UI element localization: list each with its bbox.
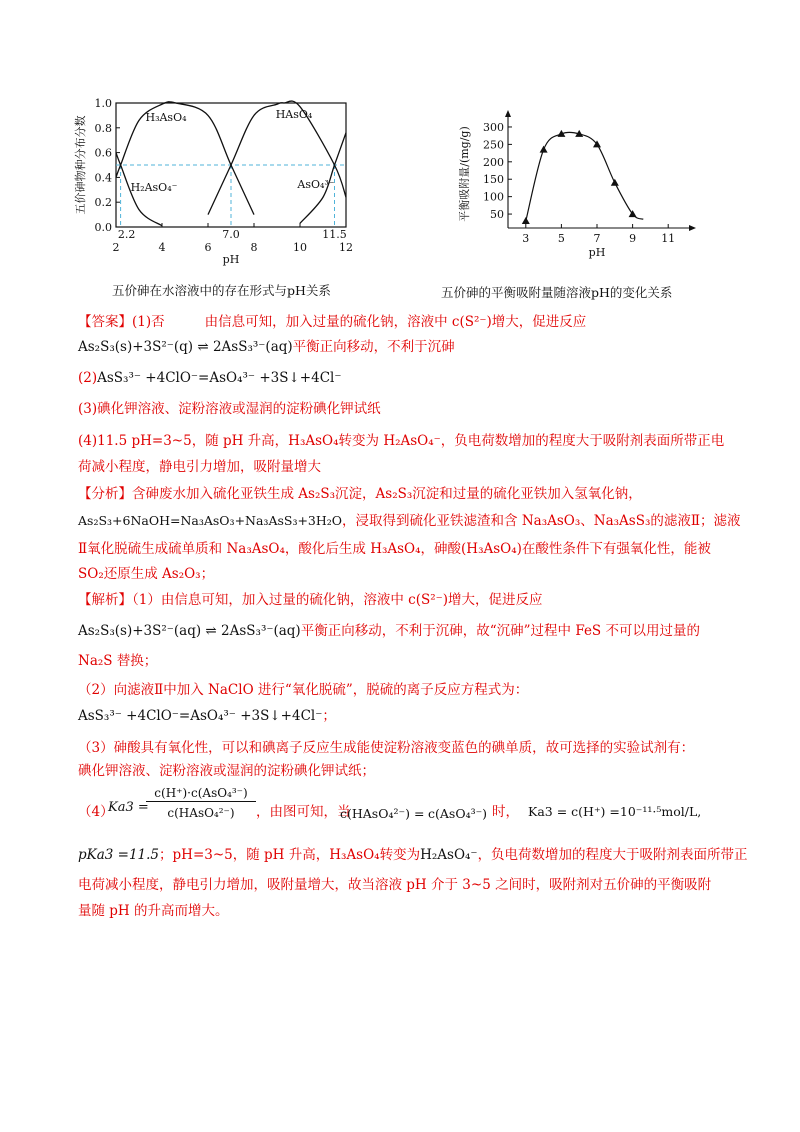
- solution-8-f: 时，: [492, 804, 519, 820]
- arsenic-species-chart: [66, 88, 366, 278]
- y-tick-label-4: 0.8: [94, 121, 112, 135]
- c2-x-tick-label-2: 7: [593, 232, 601, 245]
- answer-4-l2: 荷减小程度，静电引力增加，吸附量增大: [78, 459, 321, 475]
- solution-9-c: H₂AsO₄⁻: [420, 847, 478, 863]
- analysis-2: ，浸取得到硫化亚铁滤渣和含 Na₃AsO₃、Na₃AsS₃的滤液Ⅱ；滤液: [342, 513, 741, 529]
- x-tick-label-5: 12: [339, 241, 353, 254]
- chart2-ylabel: 平衡吸附量/(mg/g): [458, 126, 471, 222]
- solution-1: 【解析】（1）由信息可知，加入过量的硫化钠，溶液中 c(S²⁻)增大，促进反应: [78, 592, 543, 608]
- chart1-xlabel: pH: [222, 253, 240, 266]
- answer-eq1-line: [78, 338, 455, 356]
- analysis-1: 【分析】含砷废水加入硫化亚铁生成 As₂S₃沉淀，As₂S₃沉淀和过量的硫化亚铁加入氢氧化钠，: [78, 486, 642, 502]
- analysis-eq: As₂S₃+6NaOH=Na₃AsO₃+Na₃AsS₃+3H₂O: [78, 513, 343, 528]
- x-tick-label-2: 6: [204, 241, 212, 254]
- adsorption-chart: [448, 100, 698, 270]
- c2-y-tick-label-3: 200: [483, 155, 504, 169]
- chart2-xlabel: pH: [588, 246, 606, 259]
- c2-y-tick-label-0: 50: [490, 208, 504, 222]
- answer-2-line: [78, 369, 341, 387]
- ref-x-label-2: 11.5: [322, 228, 347, 241]
- solution-7: 碘化钾溶液、淀粉溶液或湿润的淀粉碘化钾试纸；: [78, 763, 375, 779]
- solution-3: Na₂S 替换；: [78, 653, 158, 669]
- analysis-2-line: [78, 512, 741, 530]
- solution-8-d: c(HAsO₄²⁻) =: [340, 806, 425, 821]
- solution-9-d: ，负电荷数增加的程度大于吸附剂表面所带正: [477, 847, 748, 863]
- c2-y-tick-label-4: 250: [483, 138, 504, 152]
- solution-6: （3）砷酸具有氧化性，可以和碘离子反应生成能使淀粉溶液变蓝色的碘单质，故可选择的实验试剂有：: [78, 740, 695, 756]
- solution-11: 量随 pH 的升高而增大。: [78, 903, 229, 919]
- solution-8-c: ，由图可知，当: [256, 804, 351, 820]
- c2-x-tick-label-0: 3: [522, 232, 530, 245]
- c2-y-tick-label-2: 150: [483, 173, 504, 187]
- data-point-1: [540, 146, 548, 153]
- x-tick-label-0: 2: [112, 241, 120, 254]
- answer-2-num: (2): [78, 370, 98, 386]
- ref-x-label-1: 7.0: [222, 228, 240, 241]
- answer-heading: 【答案】(1)否: [78, 314, 165, 330]
- chart1-ylabel: 五价砷物种分布分数: [74, 115, 87, 215]
- c2-y-tick-label-1: 100: [483, 190, 504, 204]
- solution-9-line: [78, 846, 748, 864]
- solution-8-num: （4）: [78, 804, 114, 820]
- x-tick-label-3: 8: [250, 241, 258, 254]
- ka3-symbol: Ka3 =: [108, 800, 149, 815]
- y-tick-label-1: 0.2: [94, 196, 112, 210]
- answer-eq1-tail: 平衡正向移动，不利于沉砷: [292, 339, 455, 355]
- solution-5-eq: AsS₃³⁻ +4ClO⁻=AsO₄³⁻ +3S↓+4Cl⁻: [78, 708, 323, 724]
- y-tick-label-5: 1.0: [94, 97, 112, 110]
- c2-x-tick-label-1: 5: [557, 232, 565, 245]
- c2-y-tick-label-5: 300: [483, 120, 504, 134]
- y-tick-label-0: 0.0: [94, 221, 112, 234]
- solution-4: （2）向滤液Ⅱ中加入 NaClO 进行“氧化脱硫”，脱硫的离子反应方程式为：: [78, 682, 529, 698]
- ref-x-label-0: 2.2: [117, 228, 136, 241]
- data-point-5: [611, 179, 619, 186]
- solution-eq-line: [78, 622, 700, 640]
- solution-9-b: ；pH=3~5，随 pH 升高，H₃AsO₄转变为: [159, 847, 421, 863]
- y-tick-label-2: 0.4: [94, 171, 112, 185]
- chart1-caption: 五价砷在水溶液中的存在形式与pH关系: [112, 283, 331, 298]
- solution-5-end: ；: [322, 708, 336, 724]
- solution-8-e: c(AsO₄³⁻): [428, 806, 488, 821]
- answer-2-eq: AsS₃³⁻ +4ClO⁻=AsO₄³⁻ +3S↓+4Cl⁻: [97, 370, 342, 386]
- solution-8-g: Ka3 = c(H⁺) =10⁻¹¹·⁵mol/L,: [528, 804, 702, 819]
- x-tick-label-4: 10: [293, 241, 307, 254]
- answer-1-text: 由信息可知，加入过量的硫化钠，溶液中 c(S²⁻)增大，促进反应: [204, 314, 587, 330]
- series-label-3: AsO₄³⁻: [297, 178, 335, 191]
- adsorption-curve: [526, 132, 643, 221]
- series-label-1: H₂AsO₄⁻: [130, 181, 178, 194]
- c2-x-tick-label-3: 9: [629, 232, 637, 245]
- answer-4-l1: (4)11.5 pH=3~5，随 pH 升高，H₃AsO₄转变为 H₂AsO₄⁻，负电荷数增加的程度大于吸附剂表面所带正电: [78, 433, 725, 449]
- x-tick-label-1: 4: [158, 241, 166, 254]
- fraction-numerator: c(H⁺)·c(AsO₄³⁻): [146, 786, 256, 802]
- solution-5-line: [78, 707, 336, 725]
- answer-line-1: [78, 313, 586, 331]
- series-label-0: H₃AsO₄: [145, 111, 187, 124]
- analysis-3: Ⅱ氧化脱硫生成硫单质和 Na₃AsO₄，酸化后生成 H₃AsO₄，砷酸(H₃AsO₄)在酸性条件下有强氧化性，能被: [78, 541, 711, 557]
- solution-eq: As₂S₃(s)+3S²⁻(aq) ⇌ 2AsS₃³⁻(aq): [78, 623, 301, 639]
- c2-x-tick-label-4: 11: [661, 232, 676, 245]
- answer-3: (3)碘化钾溶液、淀粉溶液或湿润的淀粉碘化钾试纸: [78, 401, 381, 417]
- solution-2: 平衡正向移动，不利于沉砷，故“沉砷”过程中 FeS 不可以用过量的: [300, 623, 700, 639]
- chart2-y-arrow: [505, 110, 511, 117]
- series-label-2: HAsO₄: [275, 108, 313, 121]
- chart2-x-arrow: [689, 225, 696, 231]
- fraction-denominator: c(HAsO₄²⁻): [167, 806, 235, 820]
- analysis-4: SO₂还原生成 As₂O₃；: [78, 566, 215, 582]
- y-tick-label-3: 0.6: [94, 146, 112, 160]
- pka3: pKa3 =11.5: [78, 847, 160, 863]
- answer-eq1: As₂S₃(s)+3S²⁻(q) ⇌ 2AsS₃³⁻(aq): [78, 339, 293, 355]
- solution-10: 电荷减小程度，静电引力增加，吸附量增大，故当溶液 pH 介于 3~5 之间时，吸附剂对五价砷的平衡吸附: [78, 877, 712, 893]
- data-point-0: [522, 217, 530, 224]
- chart2-caption: 五价砷的平衡吸附量随溶液pH的变化关系: [441, 285, 673, 300]
